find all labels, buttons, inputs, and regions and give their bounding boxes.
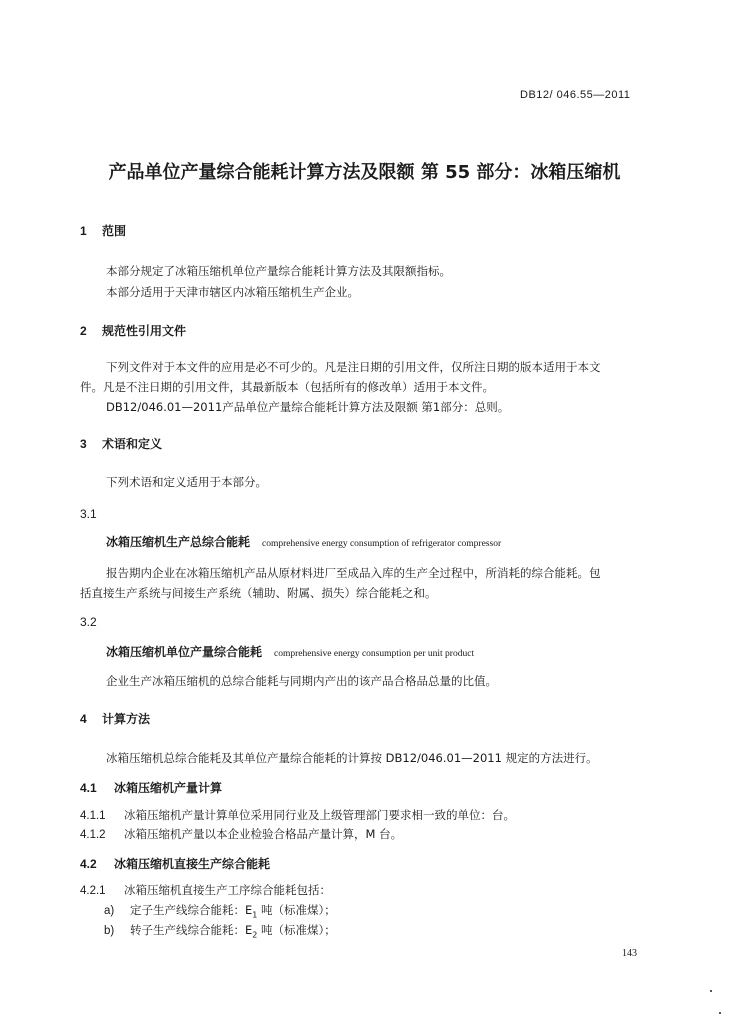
list-item: [104, 902, 336, 919]
list-text: 转子生产线综合能耗：E: [130, 923, 253, 937]
subsection-4-1-heading: [80, 779, 222, 796]
clause: [80, 882, 331, 898]
clause: [80, 826, 402, 842]
clause-text: 冰箱压缩机产量以本企业检验合格品产量计算，M 台。: [124, 827, 403, 841]
term-name: 冰箱压缩机单位产量综合能耗: [106, 645, 263, 659]
paragraph: DB12/046.01—2011产品单位产量综合能耗计算方法及限额 第1部分：总则。: [106, 400, 510, 414]
paragraph: 下列术语和定义适用于本部分。: [106, 475, 267, 489]
clause: [80, 807, 515, 823]
subsection-title: 冰箱压缩机直接生产综合能耗: [114, 857, 271, 871]
term-name: 冰箱压缩机生产总综合能耗: [106, 535, 251, 549]
subsection-number: 4.1: [80, 781, 97, 795]
term-english: comprehensive energy consumption per unit product: [274, 649, 475, 659]
list-label: a): [104, 905, 115, 917]
section-title: 范围: [102, 224, 127, 238]
subsection-4-2-heading: [80, 855, 270, 872]
section-number: 3: [80, 437, 87, 451]
term-number: 3.1: [80, 507, 97, 521]
definition: 报告期内企业在冰箱压缩机产品从原材料进厂至成品入库的生产全过程中，所消耗的综合能耗。包: [106, 566, 601, 580]
clause-text: 冰箱压缩机直接生产工序综合能耗包括：: [124, 883, 331, 897]
term-entry: [106, 533, 501, 550]
clause-number: 4.1.2: [80, 829, 106, 841]
section-title: 术语和定义: [102, 437, 163, 451]
list-item: [104, 922, 336, 939]
paragraph: 本部分适用于天津市辖区内冰箱压缩机生产企业。: [106, 285, 359, 299]
definition: 括直接生产系统与间接生产系统（辅助、附属、损失）综合能耗之和。: [80, 586, 437, 600]
subsection-number: 4.2: [80, 857, 97, 871]
page-title: 产品单位产量综合能耗计算方法及限额 第 55 部分：冰箱压缩机: [108, 162, 621, 183]
section-number: 1: [80, 224, 87, 238]
subsection-title: 冰箱压缩机产量计算: [114, 781, 223, 795]
term-english: comprehensive energy consumption of refrigerator compressor: [262, 539, 502, 549]
clause-text: 冰箱压缩机产量计算单位采用同行业及上级管理部门要求相一致的单位：台。: [124, 808, 515, 822]
list-subscript: 1: [252, 910, 258, 920]
paragraph: 本部分规定了冰箱压缩机单位产量综合能耗计算方法及其限额指标。: [106, 264, 451, 278]
section-3-heading: [80, 435, 162, 452]
clause-number: 4.1.1: [80, 810, 106, 822]
scan-speck: [710, 990, 712, 992]
section-title: 规范性引用文件: [102, 324, 187, 338]
paragraph: 下列文件对于本文件的应用是必不可少的。凡是注日期的引用文件，仅所注日期的版本适用于本文: [106, 360, 601, 374]
paragraph: 件。凡是不注日期的引用文件，其最新版本（包括所有的修改单）适用于本文件。: [80, 380, 494, 394]
list-label: b): [104, 925, 115, 937]
section-title: 计算方法: [102, 712, 151, 726]
section-1-heading: [80, 222, 126, 239]
section-2-heading: [80, 322, 186, 339]
section-4-heading: [80, 710, 150, 727]
section-number: 4: [80, 712, 87, 726]
definition: 企业生产冰箱压缩机的总综合能耗与同期内产出的该产品合格品总量的比值。: [106, 674, 497, 688]
scan-speck: [719, 1012, 721, 1014]
term-entry: [106, 643, 474, 660]
list-tail: 吨（标准煤）；: [257, 923, 336, 937]
list-tail: 吨（标准煤）；: [257, 903, 336, 917]
paragraph: 冰箱压缩机总综合能耗及其单位产量综合能耗的计算按 DB12/046.01—2011 规定的方法进行。: [106, 751, 598, 765]
clause-number: 4.2.1: [80, 885, 106, 897]
section-number: 2: [80, 324, 87, 338]
list-subscript: 2: [252, 930, 258, 940]
doc-code: DB12/ 046.55—2011: [520, 89, 631, 101]
term-number: 3.2: [80, 615, 97, 629]
list-text: 定子生产线综合能耗：E: [130, 903, 253, 917]
page-number: 143: [622, 948, 637, 959]
